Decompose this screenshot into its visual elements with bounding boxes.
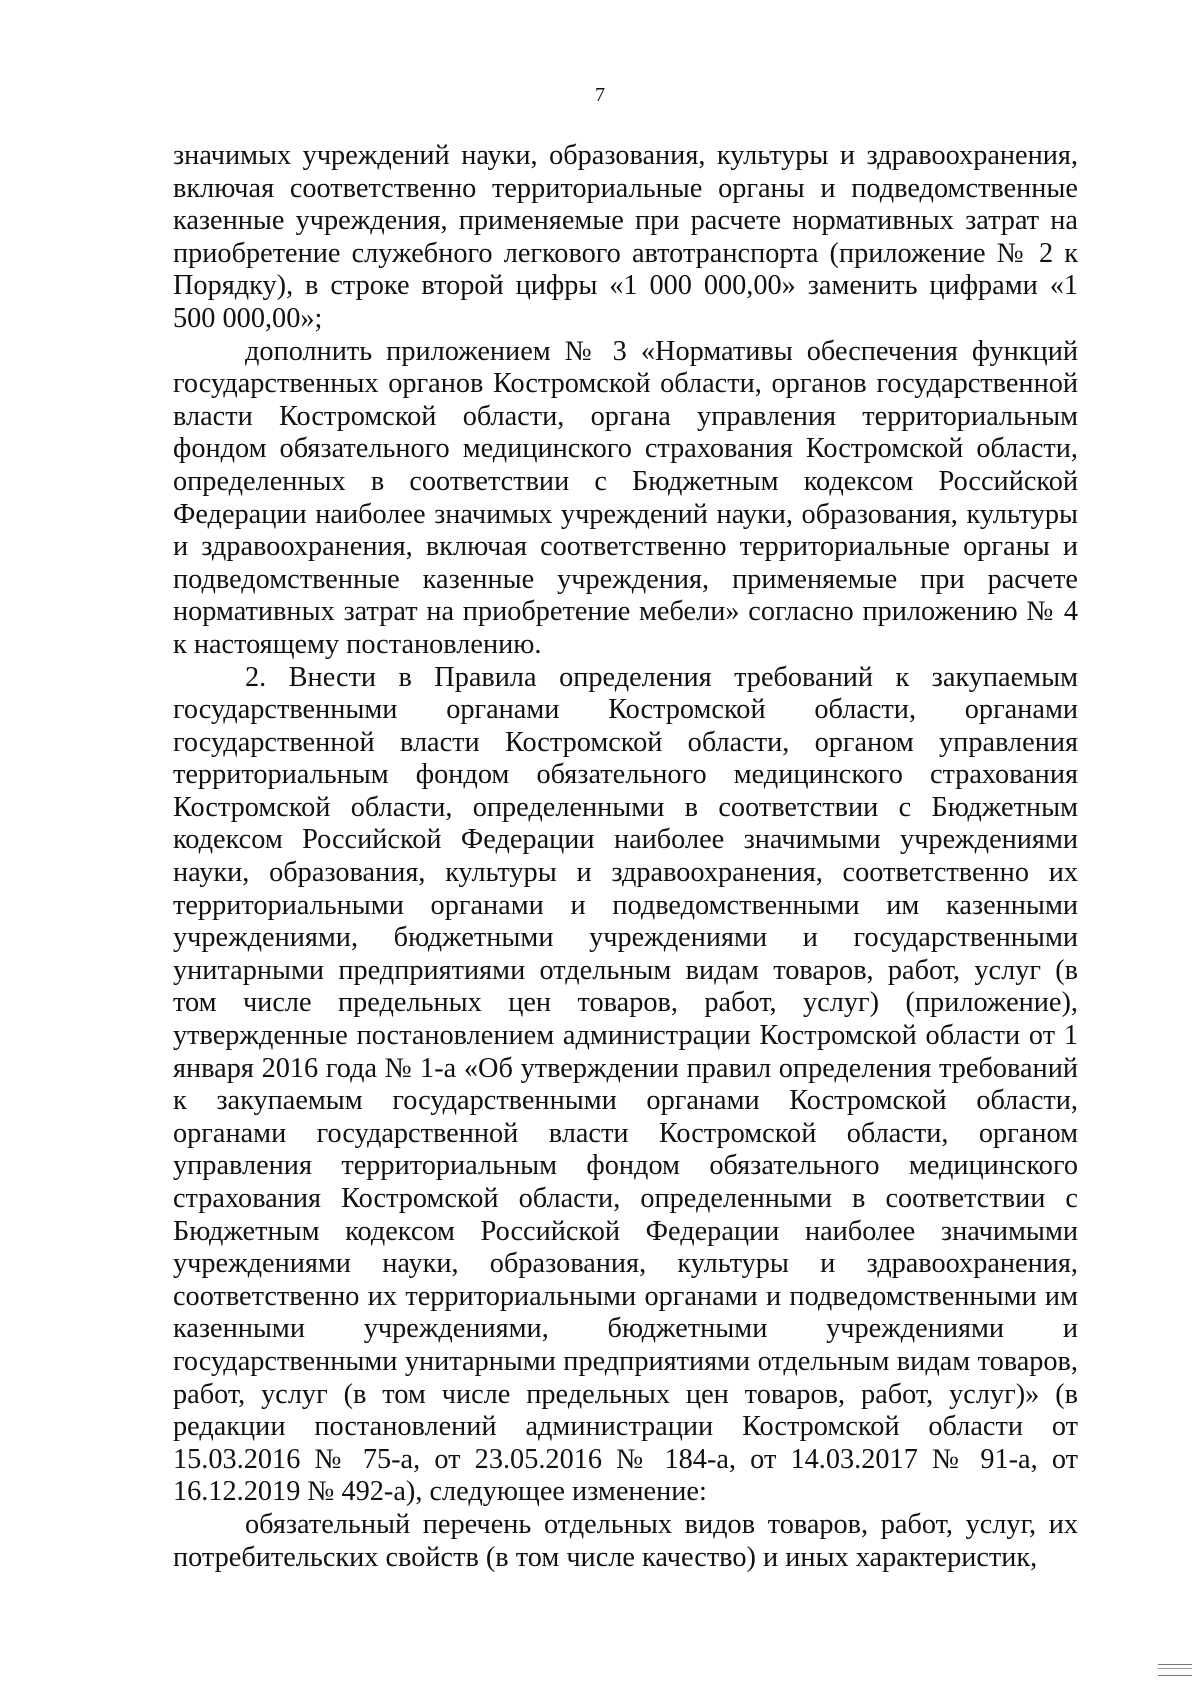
paragraph-appendix-3: дополнить приложением № 3 «Нормативы обеспечения функций государственных органов Костромской области, органов государственной власти Костромской области, органа управления территориальным фондом обязательного медицинского страхования Костромской области, определенных в соответствии с Бюджетным кодексом Российской Федерации наиболее значимых учреждений науки, образования, культуры и здравоохранения, включая соответственно территориальные органы и подведомственные казенные учреждения, применяемые при расчете нормативных затрат на приобретение мебели» согласно приложению № 4 к настоящему постановлению. (173, 335, 1078, 660)
paragraph-mandatory-list: обязательный перечень отдельных видов товаров, работ, услуг, их потребительских свойств (в том числе качество) и иных характеристик, (173, 1508, 1078, 1573)
paragraph-continuation: значимых учреждений науки, образования, культуры и здравоохранения, включая соответственно территориальные органы и подведомственные казенные учреждения, применяемые при расчете нормативных затрат на приобретение служебного легкового автотранспорта (приложение № 2 к Порядку), в строке второй цифры «1 000 000,00» заменить цифрами «1 500 000,00»; (173, 140, 1078, 334)
page-number: 7 (595, 84, 605, 106)
paragraph-item-2: 2. Внести в Правила определения требований к закупаемым государственными органами Костромской области, органами государственной власти Костромской области, органом управления территориальным фондом обязательного медицинского страхования Костромской области, определенными в соответствии с Бюджетным кодексом Российской Федерации наиболее значимыми учреждениями науки, образования, культуры и здравоохранения, соответственно их территориальными органами и подведомственными им казенными учреждениями, бюджетными учреждениями и государственными унитарными предприятиями отдельным видам товаров, работ, услуг (в том числе предельных цен товаров, работ, услуг) (приложение), утвержденные постановлением администрации Костромской области от 1 января 2016 года № 1-а «Об утверждении правил определения требований к закупаемым государственными органами Костромской области, органами государственной власти Костромской области, органом управления территориальным фондом обязательного медицинского страхования Костромской области, определенными в соответствии с Бюджетным кодексом Российской Федерации наиболее значимыми учреждениями науки, образования, культуры и здравоохранения, соответственно их территориальными органами и подведомственными им казенными учреждениями, бюджетными учреждениями и государственными унитарными предприятиями отдельным видам товаров, работ, услуг (в том числе предельных цен товаров, работ, услуг)» (в редакции постановлений администрации Костромской области от 15.03.2016 № 75-а, от 23.05.2016 № 184-а, от 14.03.2017 № 91-а, от 16.12.2019 № 492-а), следующее изменение: (173, 661, 1078, 1508)
document-body (173, 140, 1078, 1574)
scan-corner-mark (1158, 1664, 1192, 1676)
